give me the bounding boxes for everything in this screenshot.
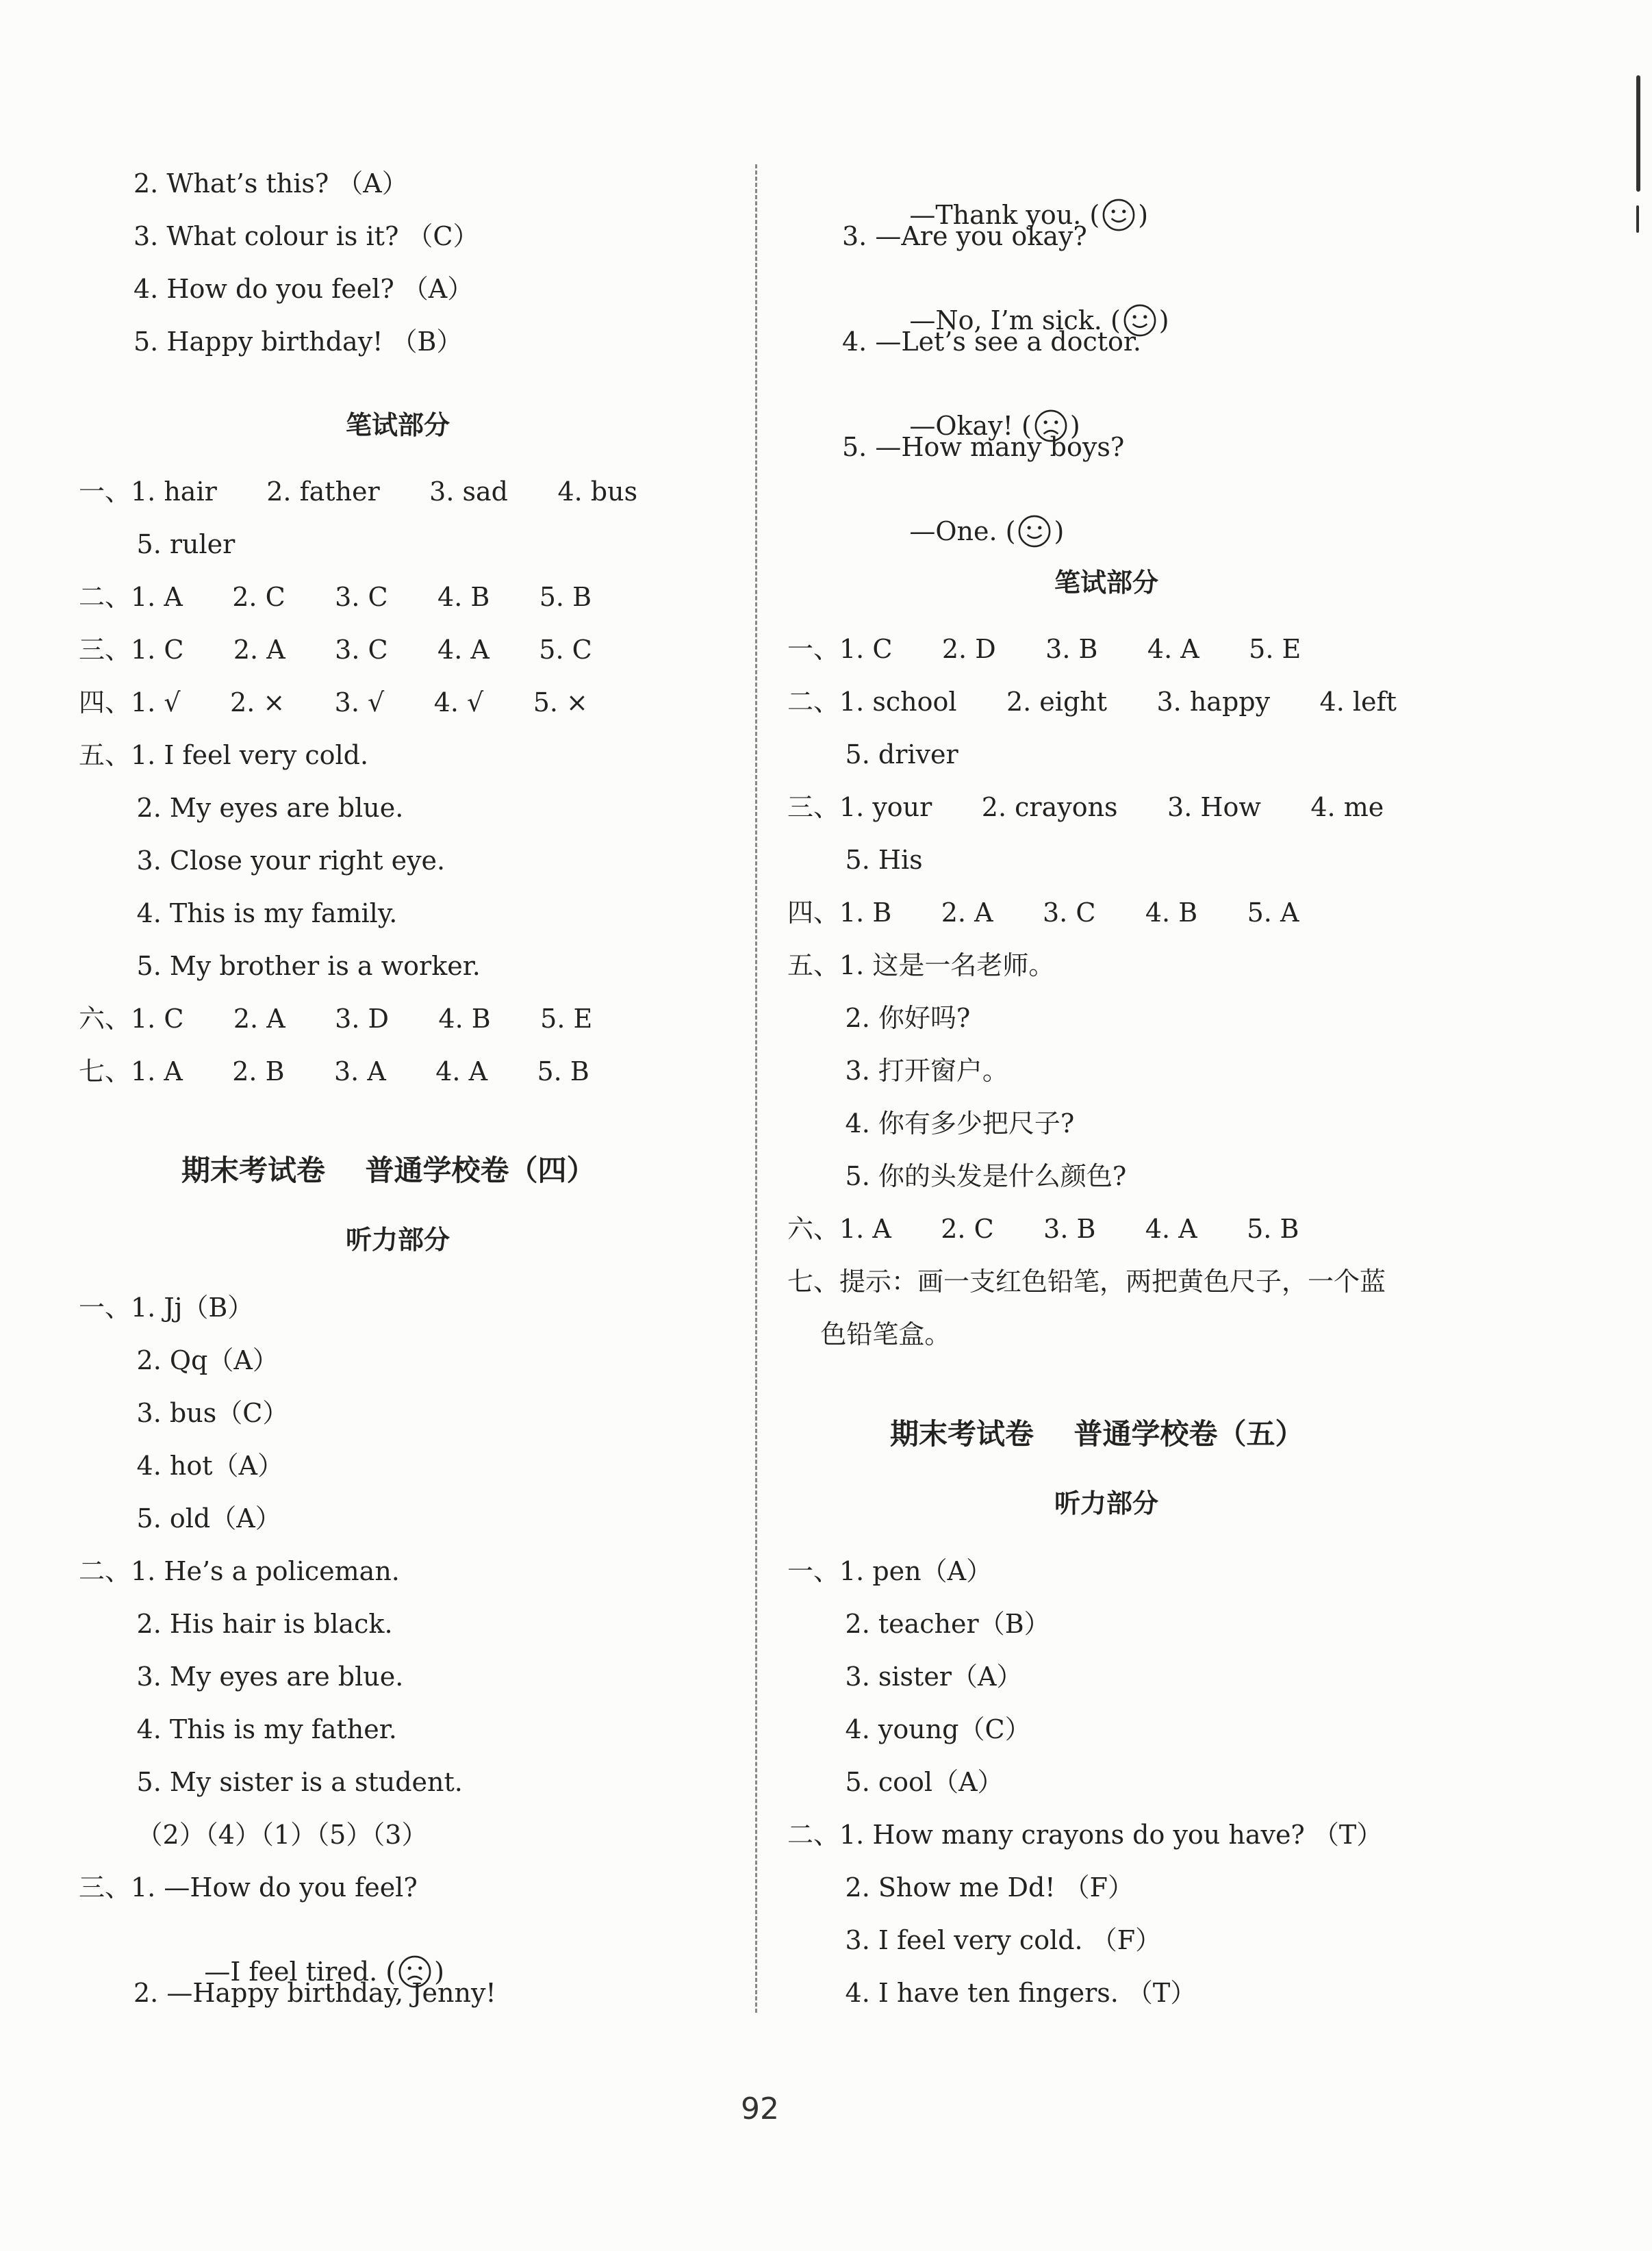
answer-line: 3. What colour is it? （C）: [134, 221, 479, 251]
dialogue-text: —One. (: [909, 516, 1016, 546]
answer-line: 3. I feel very cold. （F）: [787, 1925, 1162, 1955]
answer-line: 六、1. A 2. C 3. B 4. A 5. B: [787, 1214, 1299, 1244]
dialogue-close: ): [1054, 516, 1065, 546]
answer-line: 5. My sister is a student.: [79, 1767, 463, 1797]
answer-line: 5. —How many boys?: [842, 432, 1125, 462]
smile-face-icon: [1101, 197, 1136, 233]
answer-line: 4. This is my father.: [79, 1714, 397, 1744]
answer-line: 4. hot（A）: [79, 1451, 283, 1481]
answer-line: 七、提示：画一支红色铅笔，两把黄色尺子，一个蓝: [787, 1267, 1386, 1297]
section-heading-written: 笔试部分: [1054, 568, 1159, 598]
answer-line: 2. Show me Dd! （F）: [787, 1872, 1134, 1903]
answer-line: 4. This is my family.: [79, 898, 398, 928]
answer-line: 五、1. I feel very cold.: [79, 740, 369, 770]
dialogue-line: [876, 484, 1064, 581]
answer-line: 5. cool（A）: [787, 1767, 1004, 1797]
answer-line: 四、1. √ 2. × 3. √ 4. √ 5. ×: [79, 687, 588, 717]
exam-title-4: 期末考试卷 普通学校卷（四）: [181, 1154, 596, 1187]
smile-face-icon: [1017, 513, 1052, 549]
answer-line: 3. —Are you okay?: [842, 221, 1087, 251]
answer-line: 5. old（A）: [79, 1503, 281, 1534]
page-number: 92: [741, 2091, 779, 2126]
answer-line: 5. 你的头发是什么颜色?: [787, 1161, 1127, 1191]
answer-line: 4. young（C）: [787, 1714, 1031, 1744]
answer-line: 5. ruler: [79, 529, 236, 559]
answer-line: 2. My eyes are blue.: [79, 793, 404, 823]
scan-edge-mark: [1636, 75, 1640, 192]
answer-line: 2. Qq（A）: [79, 1345, 279, 1375]
answer-line: 4. How do you feel? （A）: [134, 274, 474, 304]
answer-line: 5. My brother is a worker.: [79, 951, 481, 981]
scan-edge-mark: [1636, 205, 1639, 233]
answer-line: 4. 你有多少把尺子?: [787, 1108, 1075, 1139]
answer-line: 四、1. B 2. A 3. C 4. B 5. A: [787, 898, 1299, 928]
dialogue-close: ): [434, 1957, 444, 1987]
answer-line: 一、1. pen（A）: [787, 1556, 993, 1586]
answer-line: 2. His hair is black.: [79, 1609, 393, 1639]
dialogue-close: ): [1138, 200, 1149, 230]
answer-line: 五、1. 这是一名老师。: [787, 950, 1055, 980]
answer-line: 三、1. —How do you feel?: [79, 1872, 418, 1903]
answer-line: 二、1. He’s a policeman.: [79, 1556, 400, 1586]
answer-line: 2. What’s this? （A）: [134, 168, 408, 199]
dialogue-close: ): [1069, 411, 1080, 441]
column-divider: [755, 164, 757, 2013]
answer-line: 七、1. A 2. B 3. A 4. A 5. B: [79, 1056, 589, 1086]
answer-line: （2）（4）（1）（5）（3）: [79, 1820, 428, 1850]
answer-line: 3. My eyes are blue.: [79, 1662, 404, 1692]
answer-line: 2. teacher（B）: [787, 1609, 1050, 1639]
answer-line: 二、1. A 2. C 3. C 4. B 5. B: [79, 582, 592, 612]
section-heading-listening: 听力部分: [346, 1225, 450, 1255]
dialogue-text: —Okay! (: [909, 411, 1032, 441]
answer-line: 色铅笔盒。: [787, 1319, 951, 1349]
answer-line: 二、1. school 2. eight 3. happy 4. left: [787, 687, 1397, 717]
dialogue-text: —Thank you. (: [909, 200, 1100, 230]
answer-line: 4. I have ten fingers. （T）: [787, 1978, 1197, 2008]
section-heading-listening: 听力部分: [1054, 1488, 1159, 1518]
answer-line: 3. Close your right eye.: [79, 845, 446, 876]
answer-line: 一、1. C 2. D 3. B 4. A 5. E: [787, 634, 1301, 664]
answer-line: 3. sister（A）: [787, 1662, 1023, 1692]
answer-line: 二、1. How many crayons do you have? （T）: [787, 1820, 1383, 1850]
answer-line: 三、1. your 2. crayons 3. How 4. me: [787, 792, 1384, 822]
answer-line: 2. —Happy birthday, Jenny!: [134, 1978, 496, 2008]
answer-line: 3. bus（C）: [79, 1398, 289, 1428]
answer-line: 5. Happy birthday! （B）: [134, 327, 463, 357]
dialogue-text: —No, I’m sick. (: [909, 305, 1121, 335]
dialogue-text: —I feel tired. (: [204, 1957, 396, 1987]
answer-line: 六、1. C 2. A 3. D 4. B 5. E: [79, 1004, 593, 1034]
answer-line: 三、1. C 2. A 3. C 4. A 5. C: [79, 635, 592, 665]
exam-title-5: 期末考试卷 普通学校卷（五）: [890, 1417, 1304, 1451]
answer-line: 2. 你好吗?: [787, 1003, 971, 1033]
answer-line: 4. —Let’s see a doctor.: [842, 327, 1141, 357]
dialogue-close: ): [1158, 305, 1169, 335]
answer-line: 一、1. Jj（B）: [79, 1293, 254, 1323]
answer-line: 5. His: [787, 845, 923, 875]
answer-line: 3. 打开窗户。: [787, 1056, 1008, 1086]
section-heading-written: 笔试部分: [346, 410, 450, 440]
answer-line: 一、1. hair 2. father 3. sad 4. bus: [79, 476, 638, 507]
answer-line: 5. driver: [787, 739, 958, 770]
